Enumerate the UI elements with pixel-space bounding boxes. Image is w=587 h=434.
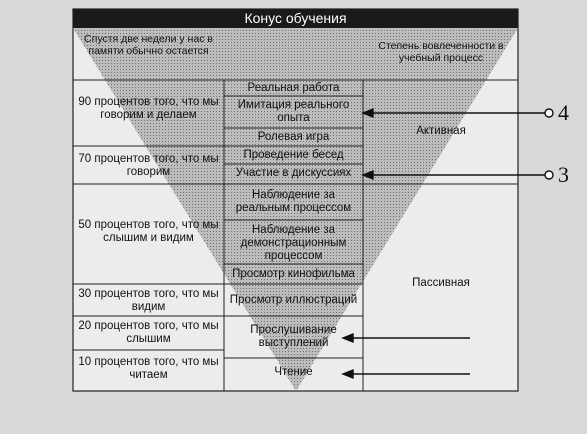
retention-10: 10 процентов того, что мы читаем <box>78 356 219 381</box>
retention-70: 70 процентов того, что мы говорим <box>78 153 219 178</box>
involvement-passive: Пассивная <box>412 277 470 289</box>
marker-3: 3 <box>558 162 569 187</box>
activity-discussions: Участие в дискуссиях <box>235 167 352 179</box>
retention-90: 90 процентов того, что мы говорим и делаем <box>78 96 219 121</box>
activity-observe-demo: Наблюдение за демонстрационным процессом <box>240 224 347 262</box>
activity-illustrations: Просмотр иллюстраций <box>229 294 358 306</box>
diagram-title: Конус обучения <box>244 10 347 26</box>
activity-simulation: Имитация реального опыта <box>237 99 350 124</box>
right-column-header: Степень вовлеченности в учебный процесс <box>378 40 504 64</box>
marker-4: 4 <box>558 100 569 125</box>
retention-30: 30 процентов того, что мы видим <box>78 288 219 313</box>
retention-20: 20 процентов того, что мы слышим <box>78 320 219 345</box>
activity-film: Просмотр кинофильма <box>232 268 355 280</box>
activity-real-work: Реальная работа <box>247 82 340 94</box>
retention-50: 50 процентов того, что мы слышим и видим <box>78 219 219 244</box>
left-column-header: Спустя две недели у нас в памяти обычно остается <box>84 33 213 57</box>
activity-lectures: Прослушивание выступлений <box>250 324 337 349</box>
activity-reading: Чтение <box>274 366 313 378</box>
activity-conversations: Проведение бесед <box>243 149 344 161</box>
involvement-active: Активная <box>416 125 466 137</box>
activity-observe-real: Наблюдение за реальным процессом <box>235 189 352 214</box>
activity-role-play: Ролевая игра <box>257 131 330 143</box>
